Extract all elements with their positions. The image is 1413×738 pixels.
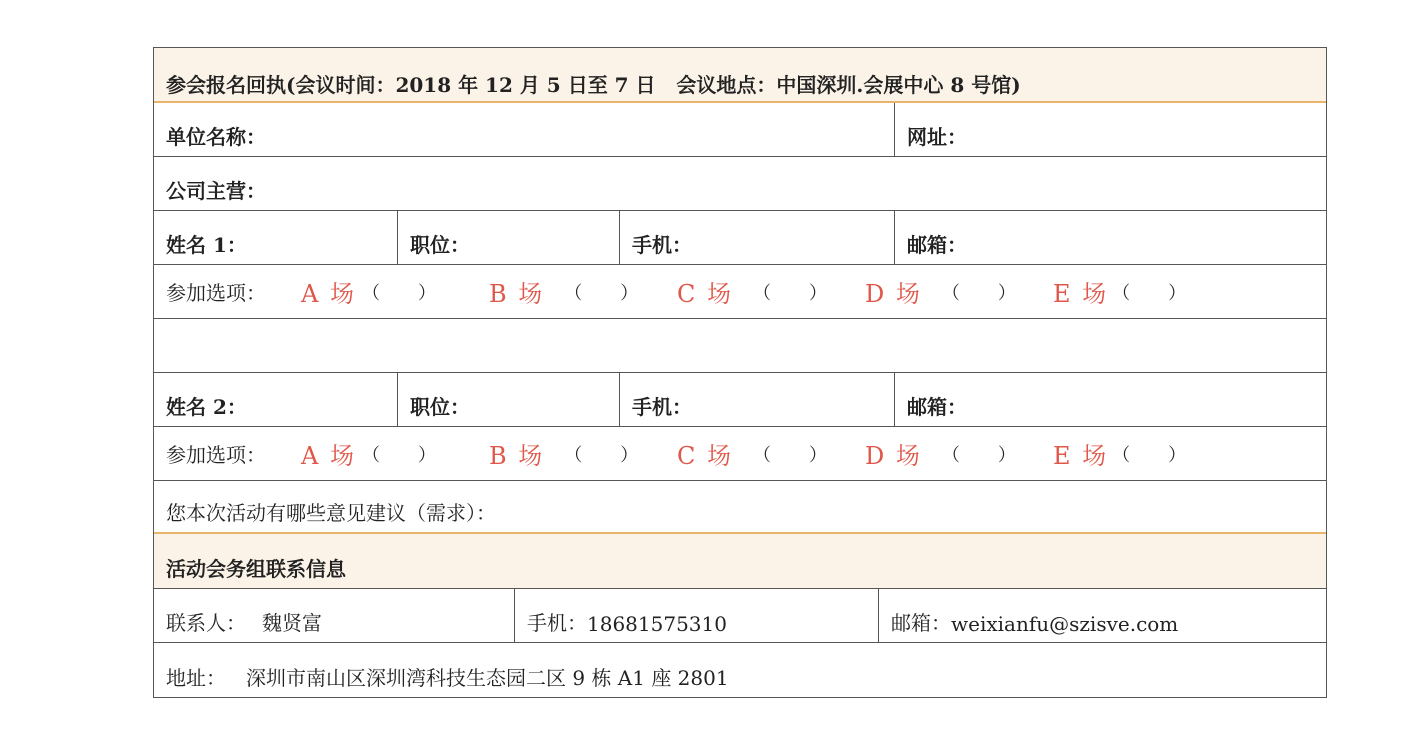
option-d-paren-open-2: （	[941, 444, 960, 466]
option-e-paren-close-2: ）	[1168, 444, 1187, 466]
option-b-paren-open-2: （	[564, 444, 583, 466]
option-a[interactable]	[301, 274, 489, 309]
person2-position-field[interactable]	[398, 373, 620, 426]
option-a-label: A 场	[301, 280, 356, 308]
person2-phone-field[interactable]	[620, 373, 895, 426]
company-row	[154, 103, 1326, 157]
option-b-label: B 场	[489, 280, 545, 308]
option-a-2[interactable]	[301, 436, 489, 471]
option-c-paren-close: ）	[809, 282, 827, 304]
website-label: 网址：	[907, 125, 967, 149]
person1-email-field[interactable]	[895, 211, 1326, 264]
business-row	[154, 157, 1326, 211]
option-a-paren-close-2: ）	[417, 444, 436, 466]
address-label: 地址：	[166, 666, 226, 690]
option-d[interactable]	[865, 274, 1053, 309]
person2-name-label: 姓名 2：	[166, 395, 247, 419]
person1-position-label: 职位：	[410, 233, 470, 257]
option-b-paren-close: ）	[620, 282, 639, 304]
contact-person-cell	[154, 589, 515, 642]
person1-options-row	[154, 265, 1326, 319]
person1-name-label: 姓名 1：	[166, 233, 247, 257]
option-c-label: C 场	[677, 280, 733, 308]
registration-form	[153, 47, 1327, 698]
option-e-label-2: E 场	[1053, 442, 1109, 470]
option-e-paren-open: （	[1112, 282, 1131, 304]
business-field[interactable]	[154, 157, 1326, 210]
options-label: 参加选项：	[166, 281, 266, 305]
option-e-label: E 场	[1053, 280, 1109, 308]
contact-email-value[interactable]: weixianfu@szisve.com	[951, 612, 1179, 636]
person2-options-row	[154, 427, 1326, 481]
option-b[interactable]	[489, 274, 677, 309]
feedback-label: 您本次活动有哪些意见建议（需求）：	[166, 501, 496, 525]
company-name-label: 单位名称：	[166, 125, 266, 149]
website-field[interactable]	[895, 103, 1326, 156]
address-row	[154, 643, 1326, 697]
form-title: 参会报名回执(会议时间：2018 年 12 月 5 日至 7 日 会议地点：中国深圳.会展中心 8 号馆)	[166, 73, 1021, 97]
option-e-paren-close: ）	[1168, 282, 1187, 304]
person1-phone-label: 手机：	[632, 233, 692, 257]
person1-phone-field[interactable]	[620, 211, 895, 264]
options-label-2: 参加选项：	[166, 443, 266, 467]
option-e-2[interactable]	[1053, 436, 1186, 471]
option-a-label-2: A 场	[301, 442, 356, 470]
option-d-2[interactable]	[865, 436, 1053, 471]
option-c-paren-open-2: （	[753, 444, 771, 466]
contact-phone-cell	[515, 589, 879, 642]
person1-name-field[interactable]	[154, 211, 398, 264]
person1-row	[154, 211, 1326, 265]
person2-email-label: 邮箱：	[907, 395, 967, 419]
contact-email-label: 邮箱：	[891, 611, 951, 635]
person2-position-label: 职位：	[410, 395, 470, 419]
option-d-label-2: D 场	[865, 442, 922, 470]
option-d-label: D 场	[865, 280, 922, 308]
option-c-label-2: C 场	[677, 442, 733, 470]
option-a-paren-open-2: （	[361, 444, 380, 466]
person1-position-field[interactable]	[398, 211, 620, 264]
business-label: 公司主营：	[166, 179, 266, 203]
person2-row	[154, 373, 1326, 427]
person2-options	[154, 427, 1326, 480]
form-header	[154, 48, 1326, 103]
person2-email-field[interactable]	[895, 373, 1326, 426]
contact-row	[154, 589, 1326, 643]
option-c-paren-close-2: ）	[809, 444, 827, 466]
feedback-field[interactable]	[154, 481, 1326, 532]
option-c[interactable]	[677, 274, 865, 309]
person2-name-field[interactable]	[154, 373, 398, 426]
contact-email-cell	[879, 589, 1326, 642]
option-b-label-2: B 场	[489, 442, 545, 470]
company-name-field[interactable]	[154, 103, 895, 156]
option-b-2[interactable]	[489, 436, 677, 471]
contact-person-value: 魏贤富	[262, 611, 322, 635]
option-b-paren-open: （	[564, 282, 583, 304]
contact-person-label: 联系人：	[166, 611, 246, 635]
option-a-paren-open: （	[361, 282, 380, 304]
option-d-paren-open: （	[941, 282, 960, 304]
option-c-paren-open: （	[753, 282, 771, 304]
person1-email-label: 邮箱：	[907, 233, 967, 257]
spacer-row	[154, 319, 1326, 373]
option-a-paren-close: ）	[417, 282, 436, 304]
address-cell	[154, 643, 1326, 697]
option-d-paren-close: ）	[997, 282, 1016, 304]
option-c-2[interactable]	[677, 436, 865, 471]
option-e-paren-open-2: （	[1112, 444, 1131, 466]
contact-phone-label: 手机：	[527, 611, 587, 635]
person1-options	[154, 265, 1326, 318]
person2-phone-label: 手机：	[632, 395, 692, 419]
contact-header	[154, 534, 1326, 589]
feedback-row	[154, 481, 1326, 534]
address-value: 深圳市南山区深圳湾科技生态园二区 9 栋 A1 座 2801	[246, 666, 729, 690]
contact-phone-value: 18681575310	[587, 612, 727, 636]
option-b-paren-close-2: ）	[620, 444, 639, 466]
option-e[interactable]	[1053, 274, 1186, 309]
contact-title: 活动会务组联系信息	[166, 557, 346, 581]
option-d-paren-close-2: ）	[997, 444, 1016, 466]
